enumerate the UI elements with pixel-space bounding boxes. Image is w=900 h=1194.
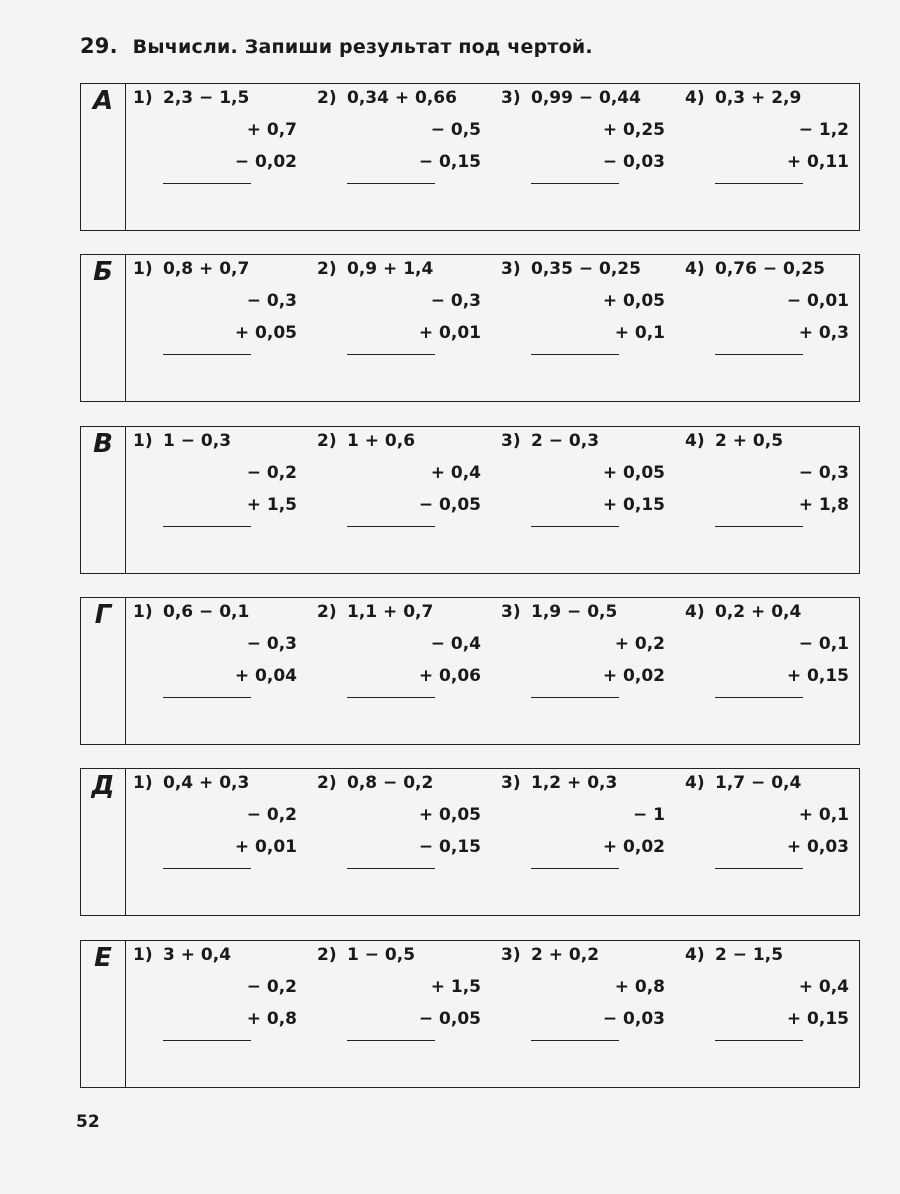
exercise-line-1: 2,3 − 1,5 — [163, 88, 250, 108]
block-letter-cell — [81, 427, 126, 573]
exercise-line-1: 3 + 0,4 — [163, 945, 232, 965]
answer-line[interactable] — [347, 526, 435, 527]
exercise-line-3: + 0,11 — [786, 152, 849, 172]
block-letter-cell — [81, 84, 126, 230]
exercise-block — [80, 597, 860, 745]
exercise-label: 2) — [317, 945, 337, 965]
exercise-label: 1) — [133, 945, 153, 965]
exercise-line-2: − 0,4 — [430, 634, 481, 654]
exercise-line-2: − 0,3 — [798, 463, 849, 483]
exercise-line-1: 1 + 0,6 — [347, 431, 416, 451]
exercise-line-3: + 1,5 — [246, 495, 297, 515]
exercise-line-1: 1 − 0,3 — [163, 431, 232, 451]
exercise-label: 4) — [685, 945, 705, 965]
answer-line[interactable] — [163, 868, 251, 869]
exercise-line-3: + 0,1 — [614, 323, 665, 343]
exercise-line-2: − 0,5 — [430, 120, 481, 140]
exercise-label: 3) — [501, 773, 521, 793]
exercise-line-2: + 0,05 — [418, 805, 481, 825]
exercise-line-2: + 0,25 — [602, 120, 665, 140]
exercise-line-3: + 0,01 — [234, 837, 297, 857]
exercise-line-2: − 0,1 — [798, 634, 849, 654]
block-letter: А — [92, 86, 114, 116]
exercise-block — [80, 254, 860, 402]
exercise-line-2: + 0,7 — [246, 120, 297, 140]
exercise-line-2: − 1 — [633, 805, 665, 825]
exercise-line-2: + 0,2 — [614, 634, 665, 654]
exercise — [311, 769, 491, 915]
exercise — [495, 598, 675, 744]
exercise-line-2: + 0,4 — [798, 977, 849, 997]
block-letter-cell — [81, 941, 126, 1087]
exercise-line-1: 1,1 + 0,7 — [347, 602, 434, 622]
exercise-line-3: + 0,01 — [418, 323, 481, 343]
exercise-line-3: − 0,02 — [234, 152, 297, 172]
exercise-line-3: + 0,04 — [234, 666, 297, 686]
exercise — [311, 84, 491, 230]
answer-line[interactable] — [347, 868, 435, 869]
exercise-line-1: 1 − 0,5 — [347, 945, 416, 965]
exercise-line-2: + 0,05 — [602, 291, 665, 311]
exercise-line-3: + 0,8 — [246, 1009, 297, 1029]
exercise — [127, 941, 307, 1087]
exercise-line-1: 2 − 1,5 — [715, 945, 784, 965]
exercise-line-2: − 0,2 — [246, 977, 297, 997]
exercise-line-1: 0,9 + 1,4 — [347, 259, 434, 279]
task-number: 29. — [80, 34, 118, 58]
exercise — [127, 598, 307, 744]
exercise — [495, 941, 675, 1087]
exercise-line-2: − 0,01 — [786, 291, 849, 311]
answer-line[interactable] — [715, 354, 803, 355]
exercise-line-2: + 0,1 — [798, 805, 849, 825]
exercise-line-2: − 0,2 — [246, 805, 297, 825]
exercise-block — [80, 768, 860, 916]
exercise-label: 2) — [317, 602, 337, 622]
task-heading — [80, 34, 593, 58]
exercise-line-1: 0,76 − 0,25 — [715, 259, 825, 279]
exercise — [127, 84, 307, 230]
answer-line[interactable] — [715, 1040, 803, 1041]
block-letter: Г — [94, 600, 112, 630]
exercise-label: 1) — [133, 88, 153, 108]
exercise-label: 2) — [317, 259, 337, 279]
exercise-label: 4) — [685, 431, 705, 451]
answer-line[interactable] — [531, 526, 619, 527]
exercise — [311, 427, 491, 573]
block-letter: Д — [91, 771, 115, 801]
exercise — [495, 427, 675, 573]
exercise-line-1: 1,7 − 0,4 — [715, 773, 802, 793]
exercise-line-1: 0,6 − 0,1 — [163, 602, 250, 622]
block-letter: Е — [94, 943, 112, 973]
exercise-line-1: 0,8 + 0,7 — [163, 259, 250, 279]
exercise-label: 2) — [317, 88, 337, 108]
exercise-label: 4) — [685, 88, 705, 108]
answer-line[interactable] — [531, 354, 619, 355]
answer-line[interactable] — [347, 697, 435, 698]
answer-line[interactable] — [715, 868, 803, 869]
exercise-line-3: + 0,15 — [602, 495, 665, 515]
exercise-line-3: + 0,03 — [786, 837, 849, 857]
exercise-line-1: 1,9 − 0,5 — [531, 602, 618, 622]
exercise-line-3: − 0,03 — [602, 1009, 665, 1029]
exercise-block — [80, 83, 860, 231]
block-letter: Б — [93, 257, 113, 287]
block-letter-cell — [81, 598, 126, 744]
exercise-line-3: − 0,05 — [418, 1009, 481, 1029]
answer-line[interactable] — [347, 183, 435, 184]
exercise — [679, 255, 859, 401]
exercise-line-1: 0,34 + 0,66 — [347, 88, 457, 108]
exercise-line-1: 0,4 + 0,3 — [163, 773, 250, 793]
answer-line[interactable] — [347, 354, 435, 355]
task-instruction: Вычисли. Запиши результат под чертой. — [132, 36, 593, 58]
exercise-line-3: + 0,3 — [798, 323, 849, 343]
exercise-line-3: − 0,15 — [418, 152, 481, 172]
exercise-line-2: − 0,3 — [430, 291, 481, 311]
exercise — [127, 427, 307, 573]
block-letter-cell — [81, 255, 126, 401]
exercise-line-3: + 0,06 — [418, 666, 481, 686]
exercise-line-3: + 0,02 — [602, 837, 665, 857]
exercise-line-2: + 0,4 — [430, 463, 481, 483]
exercise-line-2: − 1,2 — [798, 120, 849, 140]
exercise — [311, 255, 491, 401]
exercise-label: 4) — [685, 602, 705, 622]
exercise-block — [80, 426, 860, 574]
answer-line[interactable] — [531, 697, 619, 698]
exercise-line-2: − 0,2 — [246, 463, 297, 483]
exercise — [495, 84, 675, 230]
answer-line[interactable] — [347, 1040, 435, 1041]
exercise-line-2: + 0,8 — [614, 977, 665, 997]
exercise-label: 1) — [133, 259, 153, 279]
exercise — [679, 769, 859, 915]
exercise-line-3: + 0,02 — [602, 666, 665, 686]
exercise — [495, 769, 675, 915]
exercise-label: 4) — [685, 773, 705, 793]
exercise-label: 3) — [501, 602, 521, 622]
answer-line[interactable] — [715, 183, 803, 184]
answer-line[interactable] — [163, 183, 251, 184]
exercise-label: 3) — [501, 259, 521, 279]
exercise-line-3: + 0,05 — [234, 323, 297, 343]
answer-line[interactable] — [531, 868, 619, 869]
exercise-line-1: 0,3 + 2,9 — [715, 88, 802, 108]
exercise-line-1: 0,8 − 0,2 — [347, 773, 434, 793]
block-letter: В — [93, 429, 113, 459]
exercise-label: 1) — [133, 773, 153, 793]
page-number: 52 — [76, 1112, 100, 1132]
exercise-line-3: + 1,8 — [798, 495, 849, 515]
exercise-label: 2) — [317, 773, 337, 793]
exercise-line-1: 0,35 − 0,25 — [531, 259, 641, 279]
exercise — [311, 598, 491, 744]
exercise — [495, 255, 675, 401]
exercise-label: 3) — [501, 88, 521, 108]
exercise — [127, 769, 307, 915]
exercise-label: 2) — [317, 431, 337, 451]
exercise-line-2: − 0,3 — [246, 291, 297, 311]
block-letter-cell — [81, 769, 126, 915]
exercise-line-1: 0,2 + 0,4 — [715, 602, 802, 622]
exercise-label: 3) — [501, 431, 521, 451]
exercise-line-3: + 0,15 — [786, 666, 849, 686]
exercise-line-1: 2 + 0,2 — [531, 945, 600, 965]
exercise-line-2: − 0,3 — [246, 634, 297, 654]
exercise-line-2: + 0,05 — [602, 463, 665, 483]
exercise — [679, 427, 859, 573]
exercise — [679, 598, 859, 744]
exercise — [679, 941, 859, 1087]
exercise-label: 1) — [133, 431, 153, 451]
answer-line[interactable] — [531, 1040, 619, 1041]
exercise-line-1: 2 + 0,5 — [715, 431, 784, 451]
exercise — [311, 941, 491, 1087]
exercise — [679, 84, 859, 230]
exercise-line-1: 2 − 0,3 — [531, 431, 600, 451]
exercise-line-3: − 0,03 — [602, 152, 665, 172]
exercise-label: 3) — [501, 945, 521, 965]
exercise-line-2: + 1,5 — [430, 977, 481, 997]
answer-line[interactable] — [531, 183, 619, 184]
answer-line[interactable] — [163, 526, 251, 527]
exercise-block — [80, 940, 860, 1088]
answer-line[interactable] — [715, 697, 803, 698]
exercise-line-3: + 0,15 — [786, 1009, 849, 1029]
exercise-line-3: − 0,15 — [418, 837, 481, 857]
exercise-label: 1) — [133, 602, 153, 622]
exercise-line-1: 0,99 − 0,44 — [531, 88, 641, 108]
exercise-label: 4) — [685, 259, 705, 279]
exercise-line-3: − 0,05 — [418, 495, 481, 515]
answer-line[interactable] — [715, 526, 803, 527]
exercise — [127, 255, 307, 401]
answer-line[interactable] — [163, 1040, 251, 1041]
answer-line[interactable] — [163, 354, 251, 355]
answer-line[interactable] — [163, 697, 251, 698]
exercise-line-1: 1,2 + 0,3 — [531, 773, 618, 793]
